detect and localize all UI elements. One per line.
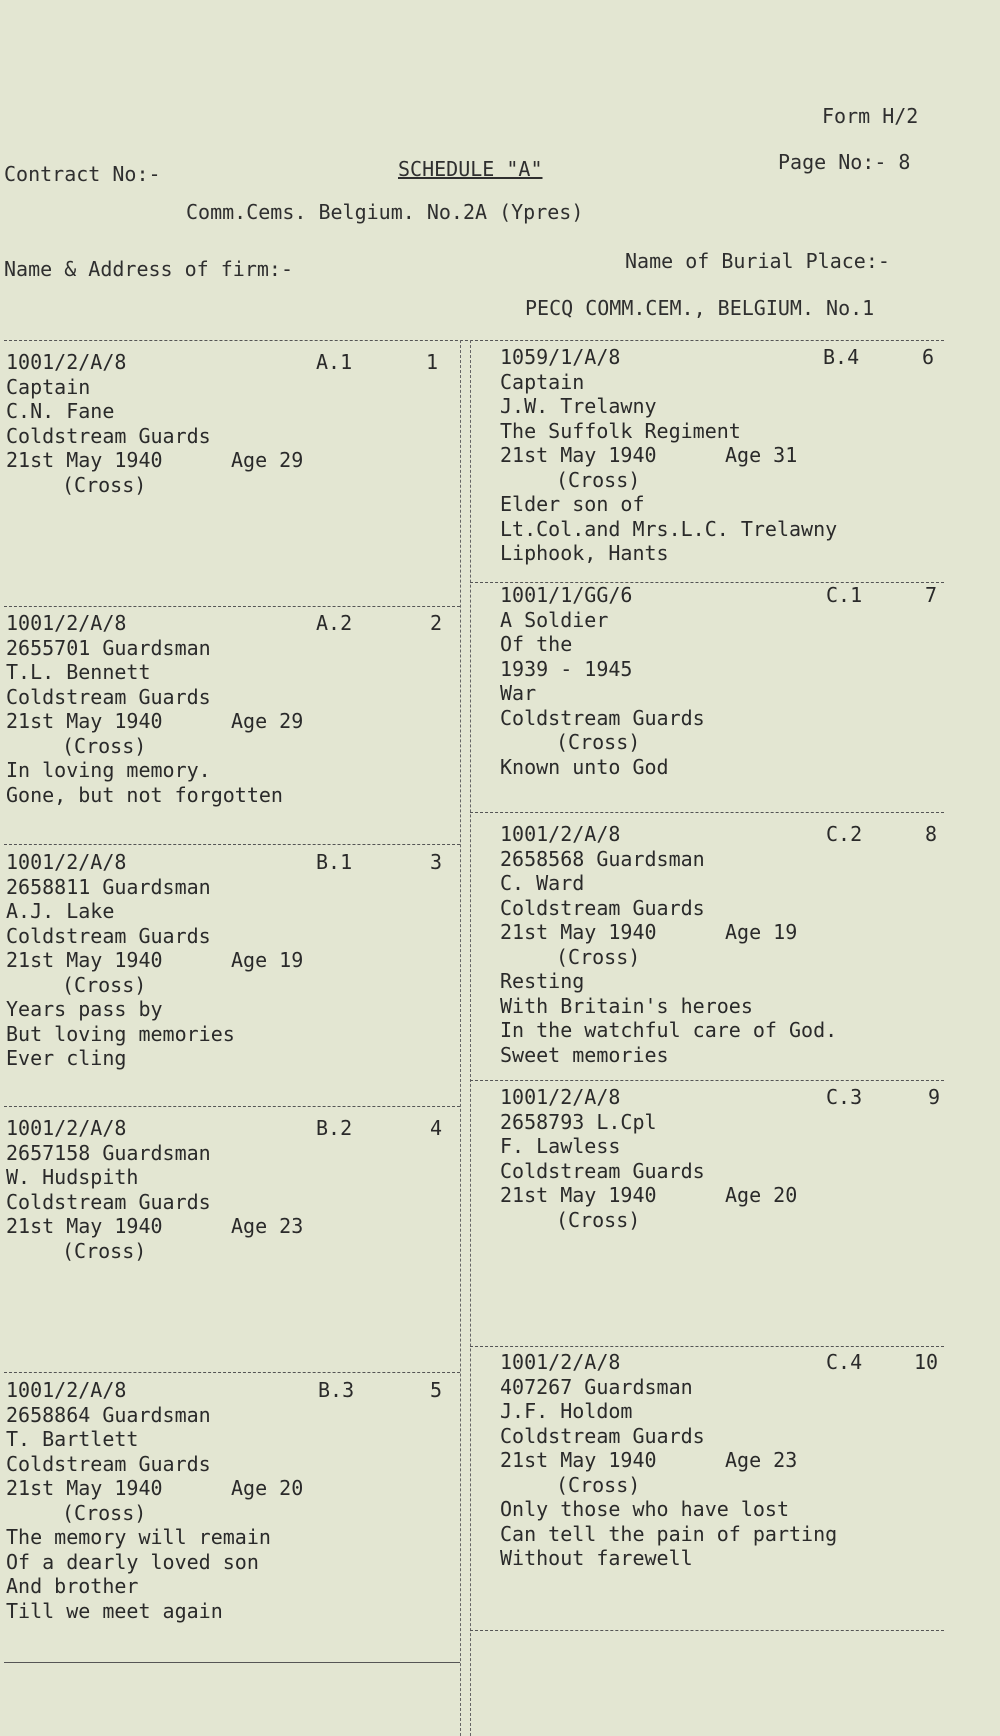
unit: Coldstream Guards <box>6 1189 211 1214</box>
inscription-line: And brother <box>6 1574 139 1598</box>
right-divider <box>470 1346 944 1347</box>
page-number: Page No:- 8 <box>778 150 911 174</box>
inscription-line: 1939 - 1945 <box>500 656 633 681</box>
entry-number: 3 <box>430 850 443 874</box>
death-date: 21st May 1940 <box>500 1183 657 1207</box>
unit: Coldstream Guards <box>500 1158 705 1183</box>
soldier-name: W. Hudspith <box>6 1165 139 1189</box>
inscription-line: Can tell the pain of parting <box>500 1521 838 1546</box>
inscription-line: Of the <box>500 632 573 656</box>
unit: Coldstream Guards <box>6 923 211 948</box>
inscription-line: Lt.Col.and Mrs.L.C. Trelawny <box>500 516 838 541</box>
plot-number: C.3 <box>826 1085 863 1109</box>
grave-reference: 1001/2/A/8 <box>6 1116 127 1140</box>
death-date: 21st May 1940 <box>500 920 657 944</box>
column-divider-left <box>460 340 461 1736</box>
header-rule <box>4 340 944 341</box>
grave-marker: (Cross) <box>556 730 641 754</box>
rank-line: 2657158 Guardsman <box>6 1140 211 1165</box>
inscription-line: War <box>500 681 537 705</box>
entry-number: 1 <box>426 350 439 374</box>
entry-number: 6 <box>922 345 935 369</box>
burial-entry <box>6 350 446 497</box>
grave-marker: (Cross) <box>62 972 147 997</box>
rank-line: Captain <box>500 369 585 394</box>
age: Age 19 <box>231 948 304 972</box>
left-divider <box>4 1372 460 1373</box>
grave-marker: (Cross) <box>62 1500 147 1525</box>
burial-place-label: Name of Burial Place:- <box>625 249 890 273</box>
age: Age 23 <box>231 1214 304 1238</box>
burial-entry <box>6 850 446 1071</box>
rank-line: 2658793 L.Cpl <box>500 1109 657 1134</box>
plot-number: B.4 <box>823 345 860 369</box>
grave-reference: 1059/1/A/8 <box>500 345 621 369</box>
right-divider <box>470 1630 944 1631</box>
rank-line: 2658864 Guardsman <box>6 1402 211 1427</box>
plot-number: B.2 <box>316 1116 353 1140</box>
inscription-line: The memory will remain <box>6 1525 271 1549</box>
grave-reference: 1001/2/A/8 <box>6 850 127 874</box>
death-date: 21st May 1940 <box>6 1476 163 1500</box>
age: Age 20 <box>725 1183 798 1207</box>
grave-reference: 1001/2/A/8 <box>500 1350 621 1374</box>
inscription-line: Gone, but not forgotten <box>6 782 283 807</box>
unit: Coldstream Guards <box>6 1451 211 1476</box>
burial-entry <box>6 611 446 807</box>
burial-place-name: PECQ COMM.CEM., BELGIUM. No.1 <box>525 296 875 320</box>
entry-number: 9 <box>928 1085 941 1109</box>
burial-entry <box>500 1350 940 1571</box>
inscription-line: Liphook, Hants <box>500 541 669 565</box>
soldier-name: J.W. Trelawny <box>500 394 657 418</box>
plot-number: A.2 <box>316 611 353 635</box>
inscription-line: Years pass by <box>6 997 163 1021</box>
inscription-line: Resting <box>500 969 585 993</box>
region-title: Comm.Cems. Belgium. No.2A (Ypres) <box>186 200 584 224</box>
inscription-line: A Soldier <box>500 607 609 632</box>
plot-number: A.1 <box>316 350 353 374</box>
contract-number-label: Contract No:- <box>4 162 161 186</box>
grave-marker: (Cross) <box>556 467 641 492</box>
plot-number: C.2 <box>826 822 863 846</box>
inscription-line: Of a dearly loved son <box>6 1549 259 1574</box>
inscription-line: In the watchful care of God. <box>500 1018 838 1042</box>
rank-line: 407267 Guardsman <box>500 1374 693 1399</box>
inscription-line: Elder son of <box>500 492 645 516</box>
age: Age 23 <box>725 1448 798 1472</box>
grave-marker: (Cross) <box>62 472 147 497</box>
column-divider-right <box>470 340 471 1736</box>
rank-line: 2658568 Guardsman <box>500 846 705 871</box>
burial-entry <box>500 822 940 1067</box>
entry-number: 7 <box>925 583 938 607</box>
burial-entry <box>500 1085 940 1232</box>
death-date: 21st May 1940 <box>6 709 163 733</box>
burial-entry <box>500 345 940 566</box>
plot-number: C.1 <box>826 583 863 607</box>
death-date: 21st May 1940 <box>6 948 163 972</box>
inscription-line: In loving memory. <box>6 758 211 782</box>
entry-number: 8 <box>925 822 938 846</box>
age: Age 29 <box>231 709 304 733</box>
death-date: 21st May 1940 <box>500 443 657 467</box>
grave-reference: 1001/2/A/8 <box>6 611 127 635</box>
inscription-line: Ever cling <box>6 1046 127 1070</box>
burial-entry <box>500 583 940 779</box>
grave-reference: 1001/2/A/8 <box>500 1085 621 1109</box>
entry-number: 2 <box>430 611 443 635</box>
soldier-name: T.L. Bennett <box>6 660 151 684</box>
entry-number: 4 <box>430 1116 443 1140</box>
soldier-name: A.J. Lake <box>6 899 115 923</box>
inscription-line: Till we meet again <box>6 1598 223 1623</box>
death-date: 21st May 1940 <box>6 448 163 472</box>
inscription-line: Without farewell <box>500 1546 693 1570</box>
soldier-name: C.N. Fane <box>6 399 115 423</box>
entry-number: 10 <box>914 1350 939 1374</box>
unit: Coldstream Guards <box>6 684 211 709</box>
plot-number: B.1 <box>316 850 353 874</box>
firm-label: Name & Address of firm:- <box>4 257 293 281</box>
plot-number: C.4 <box>826 1350 863 1374</box>
inscription-line: Known unto God <box>500 754 669 779</box>
grave-marker: (Cross) <box>556 1207 641 1232</box>
grave-marker: (Cross) <box>556 1472 641 1497</box>
form-number: Form H/2 <box>822 104 919 128</box>
plot-number: B.3 <box>318 1378 355 1402</box>
burial-entry <box>6 1378 446 1623</box>
left-divider <box>4 1106 460 1107</box>
grave-marker: (Cross) <box>62 733 147 758</box>
soldier-name: T. Bartlett <box>6 1427 139 1451</box>
right-divider <box>470 1080 944 1081</box>
rank-line: 2655701 Guardsman <box>6 635 211 660</box>
death-date: 21st May 1940 <box>6 1214 163 1238</box>
grave-reference: 1001/2/A/8 <box>6 1378 127 1402</box>
entry-number: 5 <box>430 1378 443 1402</box>
grave-marker: (Cross) <box>62 1238 147 1263</box>
inscription-line: Only those who have lost <box>500 1497 789 1521</box>
soldier-name: C. Ward <box>500 871 585 895</box>
burial-entry <box>6 1116 446 1263</box>
schedule-title: SCHEDULE "A" <box>398 157 543 181</box>
unit: The Suffolk Regiment <box>500 418 741 443</box>
unit: Coldstream Guards <box>6 423 211 448</box>
left-divider <box>4 844 460 845</box>
left-divider <box>4 606 460 607</box>
inscription-line: But loving memories <box>6 1021 235 1046</box>
unit: Coldstream Guards <box>500 705 705 730</box>
soldier-name: F. Lawless <box>500 1134 621 1158</box>
age: Age 29 <box>231 448 304 472</box>
unit: Coldstream Guards <box>500 895 705 920</box>
inscription-line: Sweet memories <box>500 1042 669 1067</box>
soldier-name: J.F. Holdom <box>500 1399 633 1423</box>
grave-reference: 1001/1/GG/6 <box>500 583 633 607</box>
grave-reference: 1001/2/A/8 <box>6 350 127 374</box>
left-divider <box>4 1662 460 1663</box>
unit: Coldstream Guards <box>500 1423 705 1448</box>
inscription-line: With Britain's heroes <box>500 993 753 1018</box>
age: Age 19 <box>725 920 798 944</box>
right-divider <box>470 812 944 813</box>
grave-reference: 1001/2/A/8 <box>500 822 621 846</box>
death-date: 21st May 1940 <box>500 1448 657 1472</box>
age: Age 31 <box>725 443 798 467</box>
rank-line: 2658811 Guardsman <box>6 874 211 899</box>
grave-marker: (Cross) <box>556 944 641 969</box>
rank-line: Captain <box>6 374 91 399</box>
age: Age 20 <box>231 1476 304 1500</box>
